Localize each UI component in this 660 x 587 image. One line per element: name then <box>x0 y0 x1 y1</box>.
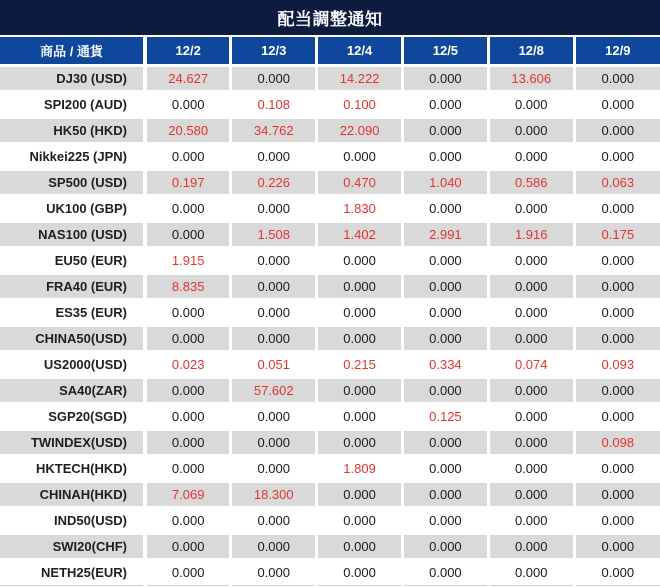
value-cell: 0.000 <box>145 429 231 455</box>
value-cell: 0.000 <box>231 325 317 351</box>
value-cell: 0.000 <box>145 559 231 585</box>
header-row <box>0 37 660 65</box>
value-cell: 0.334 <box>402 351 488 377</box>
row-label: SGP20(SGD) <box>0 403 145 429</box>
row-label: SWI20(CHF) <box>0 533 145 559</box>
value-cell: 0.093 <box>574 351 660 377</box>
row-label: SPI200 (AUD) <box>0 91 145 117</box>
value-cell: 0.000 <box>145 143 231 169</box>
value-cell: 0.000 <box>145 299 231 325</box>
value-cell: 0.000 <box>574 481 660 507</box>
value-cell: 0.023 <box>145 351 231 377</box>
row-label: NETH25(EUR) <box>0 559 145 585</box>
value-cell: 0.226 <box>231 169 317 195</box>
value-cell: 0.000 <box>317 533 403 559</box>
value-cell: 0.000 <box>231 403 317 429</box>
row-label: HKTECH(HKD) <box>0 455 145 481</box>
table-row <box>0 455 660 481</box>
value-cell: 0.000 <box>488 117 574 143</box>
table-row <box>0 351 660 377</box>
value-cell: 0.000 <box>317 507 403 533</box>
value-cell: 8.835 <box>145 273 231 299</box>
table-row <box>0 195 660 221</box>
value-cell: 22.090 <box>317 117 403 143</box>
value-cell: 0.000 <box>574 273 660 299</box>
row-label: US2000(USD) <box>0 351 145 377</box>
value-cell: 0.470 <box>317 169 403 195</box>
table-row <box>0 559 660 585</box>
row-label: NAS100 (USD) <box>0 221 145 247</box>
value-cell: 0.000 <box>402 429 488 455</box>
value-cell: 0.000 <box>488 247 574 273</box>
value-cell: 0.000 <box>317 273 403 299</box>
value-cell: 14.222 <box>317 65 403 91</box>
value-cell: 0.000 <box>488 559 574 585</box>
value-cell: 0.125 <box>402 403 488 429</box>
value-cell: 0.000 <box>402 533 488 559</box>
row-label: HK50 (HKD) <box>0 117 145 143</box>
table-row <box>0 299 660 325</box>
table-row <box>0 429 660 455</box>
value-cell: 0.000 <box>145 533 231 559</box>
value-cell: 0.197 <box>145 169 231 195</box>
value-cell: 0.000 <box>402 143 488 169</box>
value-cell: 20.580 <box>145 117 231 143</box>
value-cell: 0.000 <box>402 481 488 507</box>
row-label: DJ30 (USD) <box>0 65 145 91</box>
value-cell: 0.000 <box>145 221 231 247</box>
value-cell: 0.000 <box>317 559 403 585</box>
value-cell: 0.108 <box>231 91 317 117</box>
value-cell: 0.000 <box>488 143 574 169</box>
value-cell: 0.000 <box>574 403 660 429</box>
value-cell: 0.000 <box>574 143 660 169</box>
value-cell: 0.100 <box>317 91 403 117</box>
table-row <box>0 169 660 195</box>
row-label: SA40(ZAR) <box>0 377 145 403</box>
value-cell: 0.000 <box>402 455 488 481</box>
value-cell: 0.000 <box>574 117 660 143</box>
value-cell: 24.627 <box>145 65 231 91</box>
value-cell: 0.000 <box>574 533 660 559</box>
table-row <box>0 273 660 299</box>
table-row <box>0 403 660 429</box>
value-cell: 0.000 <box>145 195 231 221</box>
value-cell: 0.051 <box>231 351 317 377</box>
value-cell: 0.000 <box>488 403 574 429</box>
row-label: FRA40 (EUR) <box>0 273 145 299</box>
value-cell: 7.069 <box>145 481 231 507</box>
table-row <box>0 481 660 507</box>
value-cell: 0.000 <box>402 273 488 299</box>
value-cell: 0.000 <box>574 91 660 117</box>
value-cell: 57.602 <box>231 377 317 403</box>
table-row <box>0 117 660 143</box>
value-cell: 0.000 <box>145 325 231 351</box>
value-cell: 0.175 <box>574 221 660 247</box>
value-cell: 0.063 <box>574 169 660 195</box>
value-cell: 34.762 <box>231 117 317 143</box>
table-row <box>0 377 660 403</box>
value-cell: 0.000 <box>145 377 231 403</box>
value-cell: 0.098 <box>574 429 660 455</box>
table-row <box>0 221 660 247</box>
value-cell: 0.000 <box>574 299 660 325</box>
value-cell: 0.000 <box>231 65 317 91</box>
value-cell: 0.000 <box>574 195 660 221</box>
value-cell: 0.000 <box>402 559 488 585</box>
table-row <box>0 325 660 351</box>
value-cell: 0.000 <box>402 247 488 273</box>
table-header <box>0 37 660 65</box>
value-cell: 0.000 <box>231 507 317 533</box>
row-label: SP500 (USD) <box>0 169 145 195</box>
value-cell: 1.809 <box>317 455 403 481</box>
value-cell: 1.040 <box>402 169 488 195</box>
value-cell: 0.000 <box>317 143 403 169</box>
table-row <box>0 507 660 533</box>
row-label: EU50 (EUR) <box>0 247 145 273</box>
value-cell: 0.000 <box>488 533 574 559</box>
value-cell: 0.000 <box>488 507 574 533</box>
row-label: TWINDEX(USD) <box>0 429 145 455</box>
value-cell: 1.508 <box>231 221 317 247</box>
value-cell: 0.000 <box>402 299 488 325</box>
date-column-header: 12/8 <box>488 37 574 65</box>
value-cell: 0.000 <box>488 325 574 351</box>
dividend-adjustment-table <box>0 37 660 586</box>
table-row <box>0 143 660 169</box>
value-cell: 0.000 <box>317 403 403 429</box>
row-label: CHINA50(USD) <box>0 325 145 351</box>
row-label: Nikkei225 (JPN) <box>0 143 145 169</box>
row-label: CHINAH(HKD) <box>0 481 145 507</box>
value-cell: 0.000 <box>402 325 488 351</box>
date-column-header: 12/3 <box>231 37 317 65</box>
value-cell: 0.000 <box>402 91 488 117</box>
value-cell: 0.000 <box>231 299 317 325</box>
value-cell: 0.000 <box>317 299 403 325</box>
value-cell: 0.000 <box>231 143 317 169</box>
value-cell: 0.000 <box>317 325 403 351</box>
value-cell: 0.000 <box>145 507 231 533</box>
value-cell: 0.000 <box>231 195 317 221</box>
value-cell: 0.074 <box>488 351 574 377</box>
table-body <box>0 65 660 585</box>
table-row <box>0 91 660 117</box>
value-cell: 0.000 <box>488 299 574 325</box>
product-currency-column-header: 商品 / 通貨 <box>0 37 145 65</box>
value-cell: 0.000 <box>402 507 488 533</box>
value-cell: 1.830 <box>317 195 403 221</box>
page-title: 配当調整通知 <box>0 0 660 37</box>
value-cell: 0.000 <box>231 559 317 585</box>
value-cell: 0.000 <box>488 377 574 403</box>
value-cell: 0.000 <box>231 273 317 299</box>
row-label: UK100 (GBP) <box>0 195 145 221</box>
value-cell: 0.000 <box>574 507 660 533</box>
table-row <box>0 65 660 91</box>
value-cell: 0.000 <box>317 247 403 273</box>
value-cell: 0.000 <box>231 429 317 455</box>
table-row <box>0 533 660 559</box>
value-cell: 0.586 <box>488 169 574 195</box>
date-column-header: 12/4 <box>317 37 403 65</box>
value-cell: 0.000 <box>574 65 660 91</box>
value-cell: 1.916 <box>488 221 574 247</box>
value-cell: 0.000 <box>317 429 403 455</box>
value-cell: 0.000 <box>145 403 231 429</box>
value-cell: 0.000 <box>402 117 488 143</box>
value-cell: 18.300 <box>231 481 317 507</box>
value-cell: 0.000 <box>402 377 488 403</box>
value-cell: 0.000 <box>488 429 574 455</box>
value-cell: 0.000 <box>574 455 660 481</box>
value-cell: 0.000 <box>317 377 403 403</box>
value-cell: 1.402 <box>317 221 403 247</box>
date-column-header: 12/5 <box>402 37 488 65</box>
table-row <box>0 247 660 273</box>
value-cell: 0.000 <box>231 533 317 559</box>
value-cell: 0.000 <box>402 195 488 221</box>
date-column-header: 12/9 <box>574 37 660 65</box>
value-cell: 0.000 <box>574 377 660 403</box>
value-cell: 0.000 <box>145 91 231 117</box>
date-column-header: 12/2 <box>145 37 231 65</box>
value-cell: 0.000 <box>574 559 660 585</box>
value-cell: 0.000 <box>574 325 660 351</box>
value-cell: 13.606 <box>488 65 574 91</box>
value-cell: 0.000 <box>231 455 317 481</box>
row-label: ES35 (EUR) <box>0 299 145 325</box>
value-cell: 0.000 <box>488 455 574 481</box>
value-cell: 1.915 <box>145 247 231 273</box>
value-cell: 2.991 <box>402 221 488 247</box>
value-cell: 0.000 <box>488 273 574 299</box>
value-cell: 0.215 <box>317 351 403 377</box>
value-cell: 0.000 <box>488 481 574 507</box>
value-cell: 0.000 <box>574 247 660 273</box>
value-cell: 0.000 <box>402 65 488 91</box>
row-label: IND50(USD) <box>0 507 145 533</box>
value-cell: 0.000 <box>231 247 317 273</box>
value-cell: 0.000 <box>488 91 574 117</box>
value-cell: 0.000 <box>145 455 231 481</box>
value-cell: 0.000 <box>317 481 403 507</box>
value-cell: 0.000 <box>488 195 574 221</box>
